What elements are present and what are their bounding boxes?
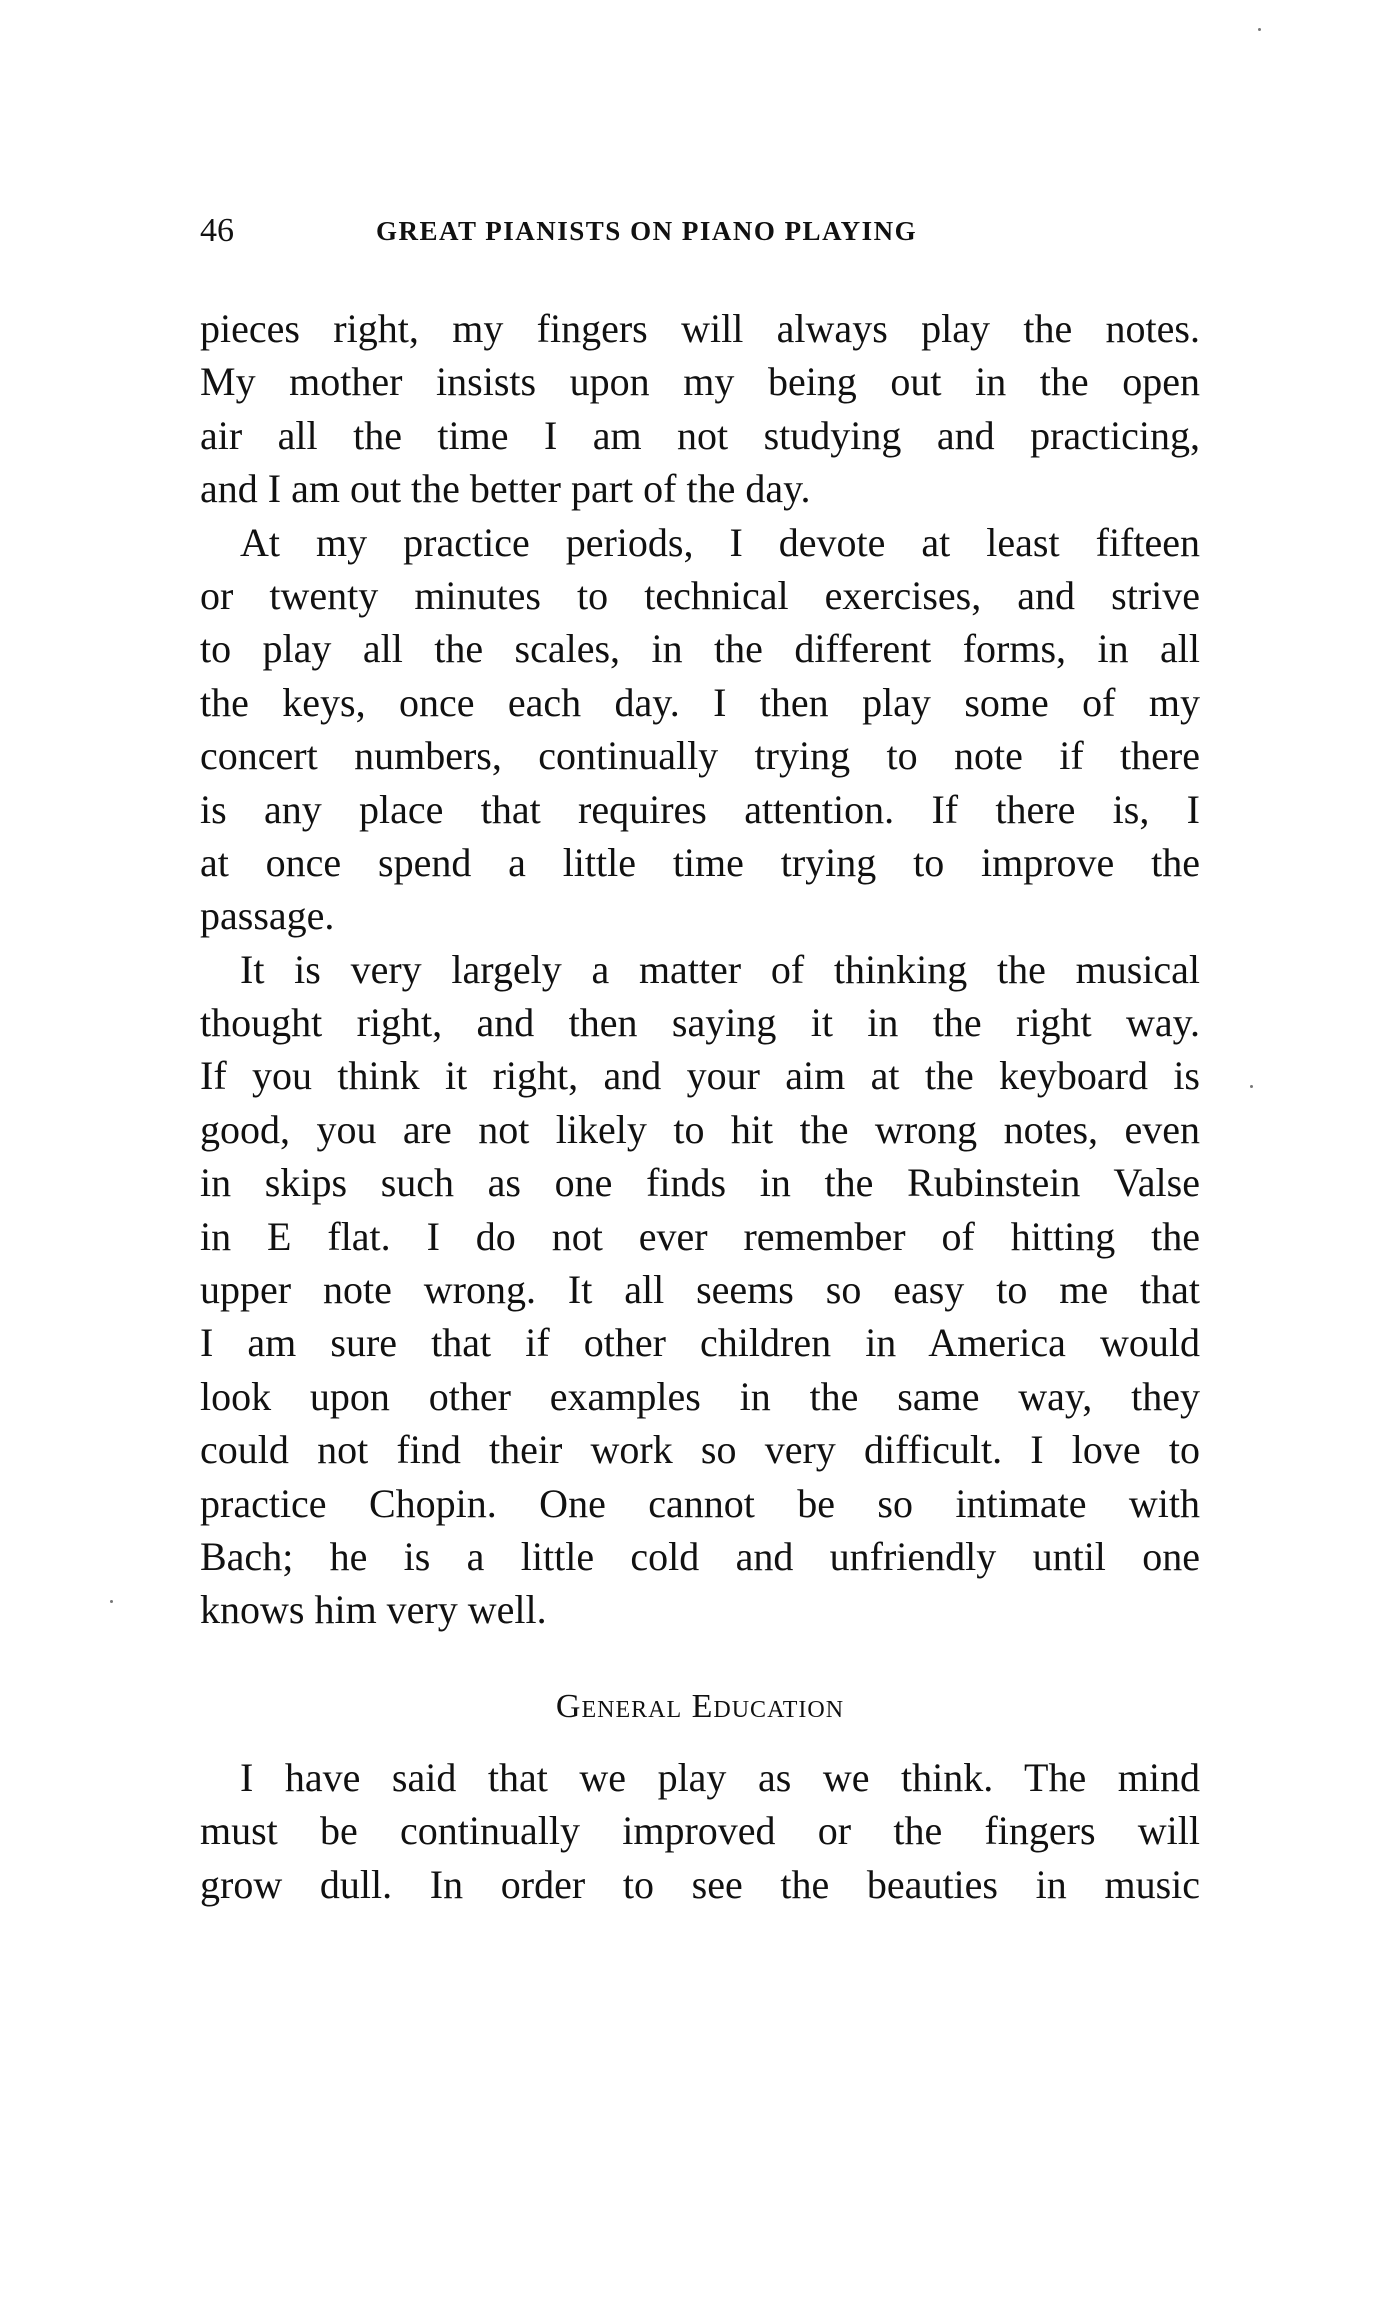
body-text-block-2	[200, 1751, 1200, 1911]
text-line: If you think it right, and your aim at the keyboard is	[200, 1053, 1200, 1099]
text-line: could not find their work so very difficult. I love to	[200, 1427, 1200, 1473]
section-heading: General Education	[555, 1688, 845, 1725]
text-line: I have said that we play as we think. The mind	[240, 1755, 1200, 1800]
scan-speck	[1250, 1085, 1253, 1088]
text-line: in E flat. I do not ever remember of hitting the	[200, 1213, 1200, 1259]
running-title: GREAT PIANISTS ON PIANO PLAYING	[376, 216, 918, 246]
text-line: air all the time I am not studying and practicing,	[200, 412, 1200, 458]
text-line: practice Chopin. One cannot be so intimate with	[200, 1480, 1200, 1526]
text-line: good, you are not likely to hit the wrong notes, even	[200, 1106, 1200, 1152]
text-line: and I am out the better part of the day.	[200, 466, 811, 512]
text-line: in skips such as one finds in the Rubinstein Valse	[200, 1160, 1200, 1206]
text-line: is any place that requires attention. If there is, I	[200, 786, 1200, 832]
text-line: grow dull. In order to see the beauties in music	[200, 1861, 1200, 1907]
text-line: My mother insists upon my being out in the open	[200, 359, 1200, 405]
text-line: look upon other examples in the same way, they	[200, 1373, 1200, 1419]
scan-speck	[1258, 28, 1261, 31]
text-line: must be continually improved or the fingers will	[200, 1808, 1200, 1854]
running-header	[200, 212, 1200, 262]
text-line: concert numbers, continually trying to note if there	[200, 733, 1200, 779]
text-line: thought right, and then saying it in the right way.	[200, 1000, 1200, 1046]
text-line: the keys, once each day. I then play some of my	[200, 679, 1200, 725]
text-line: Bach; he is a little cold and unfriendly until one	[200, 1533, 1200, 1579]
text-line: at once spend a little time trying to improve the	[200, 839, 1200, 885]
text-line: I am sure that if other children in America would	[200, 1320, 1200, 1366]
text-line: It is very largely a matter of thinking the musical	[240, 946, 1200, 992]
body-text-block-1	[200, 302, 1200, 1637]
text-line: upper note wrong. It all seems so easy to me that	[200, 1267, 1200, 1313]
scan-speck	[110, 1600, 113, 1603]
text-line: pieces right, my fingers will always play the notes.	[200, 306, 1200, 351]
page-number: 46	[200, 212, 234, 249]
text-line: to play all the scales, in the different forms, in all	[200, 626, 1200, 672]
text-line: knows him very well.	[200, 1587, 547, 1633]
text-line: or twenty minutes to technical exercises, and strive	[200, 572, 1200, 618]
text-line: At my practice periods, I devote at least fifteen	[240, 519, 1200, 565]
text-line: passage.	[200, 893, 335, 939]
